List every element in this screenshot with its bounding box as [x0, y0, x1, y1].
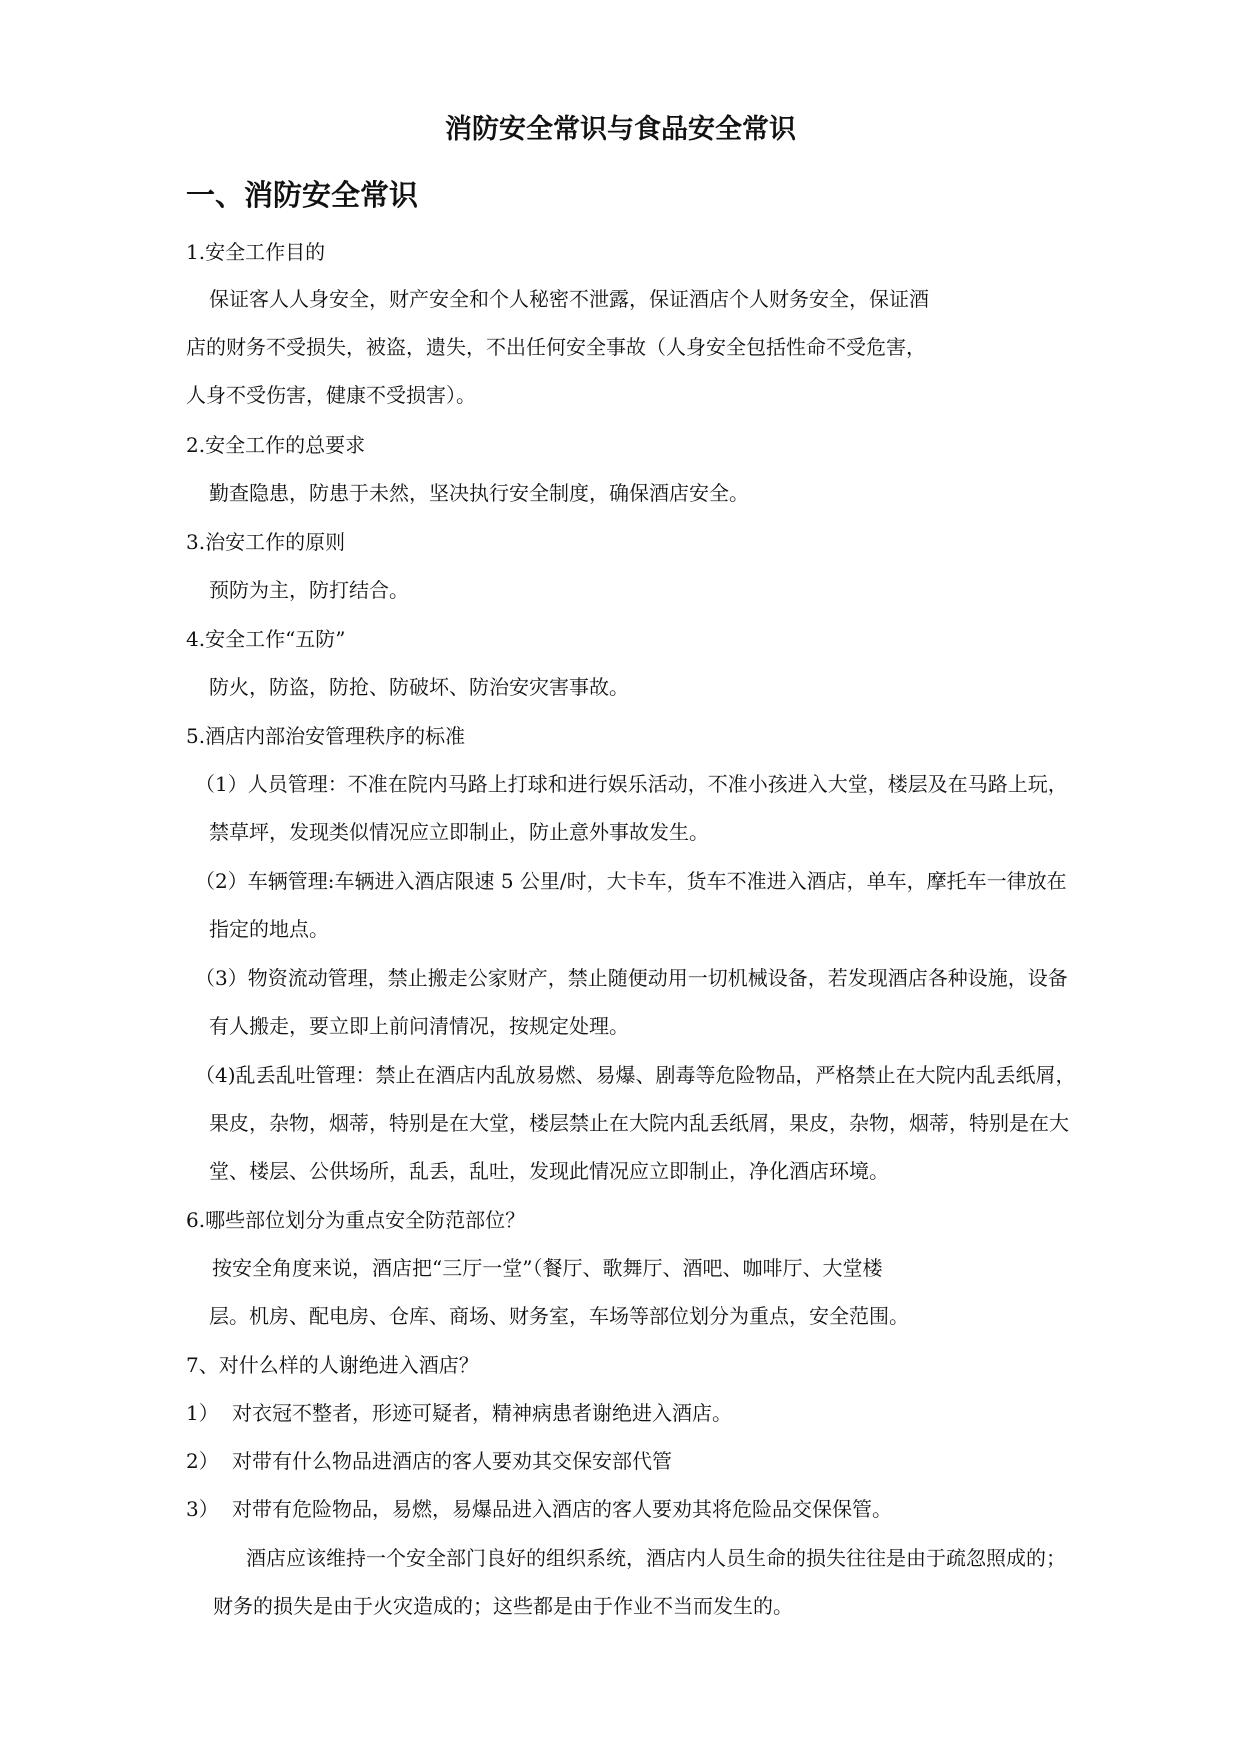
item-7-list-number-2: 2） [186, 1449, 219, 1473]
item-5-sub-4-line-2: 果皮，杂物，烟蒂，特别是在大堂，楼层禁止在大院内乱丢纸屑，果皮，杂物，烟蒂，特别是在大 [209, 1111, 1069, 1135]
item-1-heading: 1.安全工作目的 [186, 240, 326, 264]
item-2-paragraph: 勤查隐患，防患于未然，坚决执行安全制度，确保酒店安全。 [209, 481, 749, 505]
item-5-sub-4-line-3: 堂、楼层、公供场所，乱丢，乱吐，发现此情况应立即制止，净化酒店环境。 [209, 1159, 889, 1183]
item-2-heading: 2.安全工作的总要求 [186, 433, 366, 457]
item-6-paragraph-line-2: 层。机房、配电房、仓库、商场、财务室，车场等部位划分为重点，安全范围。 [209, 1304, 909, 1328]
item-7-list-number-1: 1） [186, 1401, 219, 1425]
item-7-list-text-1: 对衣冠不整者，形迹可疑者，精神病患者谢绝进入酒店。 [232, 1401, 732, 1425]
item-5-heading: 5.酒店内部治安管理秩序的标准 [186, 724, 466, 748]
item-7-list-text-3: 对带有危险物品，易燃，易爆品进入酒店的客人要劝其将危险品交保保管。 [232, 1497, 892, 1521]
item-1-paragraph-line-2: 店的财务不受损失，被盗，遗失，不出任何安全事故（人身安全包括性命不受危害， [186, 335, 926, 359]
closing-paragraph-line-1: 酒店应该维持一个安全部门良好的组织系统，酒店内人员生命的损失往往是由于疏忽照成的； [246, 1546, 1066, 1570]
closing-paragraph-line-2: 财务的损失是由于火灾造成的；这些都是由于作业不当而发生的。 [213, 1594, 793, 1618]
item-7-list-number-3: 3） [186, 1497, 219, 1521]
item-5-sub-1-line-1: （1）人员管理：不准在院内马路上打球和进行娱乐活动，不准小孩进入大堂，楼层及在马路上玩， [195, 772, 1068, 796]
item-1-paragraph-line-1: 保证客人人身安全，财产安全和个人秘密不泄露，保证酒店个人财务安全，保证酒 [209, 287, 929, 311]
item-5-sub-1-line-2: 禁草坪，发现类似情况应立即制止，防止意外事故发生。 [209, 820, 709, 844]
item-7-list-text-2: 对带有什么物品进酒店的客人要劝其交保安部代管 [232, 1449, 672, 1473]
item-5-sub-3-line-1: （3）物资流动管理，禁止搬走公家财产，禁止随便动用一切机械设备，若发现酒店各种设施，设备 [195, 966, 1068, 990]
item-5-sub-3-line-2: 有人搬走，要立即上前问清情况，按规定处理。 [209, 1014, 629, 1038]
item-7-heading: 7、对什么样的人谢绝进入酒店？ [186, 1353, 479, 1377]
item-6-paragraph-line-1: 按安全角度来说，酒店把“三厅一堂”（餐厅、歌舞厅、酒吧、咖啡厅、大堂楼 [212, 1256, 883, 1280]
item-3-heading: 3.治安工作的原则 [186, 530, 346, 554]
item-4-heading: 4.安全工作“五防” [186, 627, 346, 651]
item-4-paragraph: 防火，防盗，防抢、防破坏、防治安灾害事故。 [209, 675, 629, 699]
item-6-heading: 6.哪些部位划分为重点安全防范部位？ [186, 1208, 526, 1232]
item-5-sub-2-line-2: 指定的地点。 [209, 917, 329, 941]
document-title: 消防安全常识与食品安全常识 [445, 114, 796, 145]
item-5-sub-2-line-1: （2）车辆管理:车辆进入酒店限速 5 公里/时，大卡车，货车不准进入酒店，单车，摩托车一律放在 [195, 869, 1067, 893]
section-heading-fire-safety: 一、消防安全常识 [186, 178, 419, 212]
item-3-paragraph: 预防为主，防打结合。 [209, 578, 409, 602]
item-1-paragraph-line-3: 人身不受伤害，健康不受损害）。 [186, 383, 476, 407]
item-5-sub-4-line-1: （4)乱丢乱吐管理：禁止在酒店内乱放易燃、易爆、剧毒等危险物品，严格禁止在大院内乱丢纸屑， [195, 1063, 1076, 1087]
